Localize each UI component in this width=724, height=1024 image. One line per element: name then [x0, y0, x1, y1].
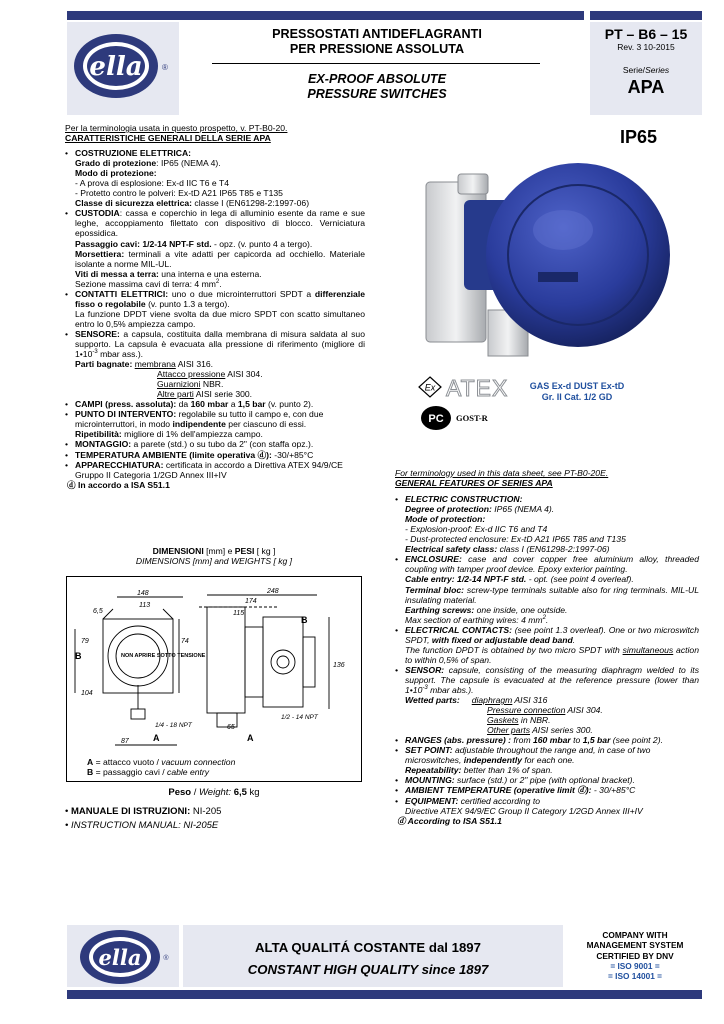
list-item: • RANGES (abs. pressure) : from 160 mbar to 1,5 bar (see point 2). — [395, 735, 663, 746]
header-divider — [212, 63, 540, 64]
quality-it: ALTA QUALITÁ COSTANTE dal 1897 — [255, 940, 481, 955]
intro-it: Per la terminologia usata in questo prospetto, v. PT-B0-20. — [65, 123, 288, 133]
section-title-it: CARATTERISTICHE GENERALI DELLA SERIE APA — [65, 133, 271, 144]
features-en — [395, 468, 699, 826]
certification-box: COMPANY WITH MANAGEMENT SYSTEM CERTIFIED BY DNV = ISO 9001 = = ISO 14001 = — [586, 930, 684, 982]
intro-en: For terminology used in this data sheet, see PT-B0-20E. — [395, 468, 609, 478]
dimension-drawing — [66, 576, 362, 782]
company-logo — [72, 30, 172, 102]
svg-text:A: A — [153, 733, 160, 743]
list-item: • CUSTODIA: cassa e coperchio in lega di alluminio esente da rame e sue leghe, accoppiamento filettato con dispositivo di blocco. Verniciatura epossidica. Passaggio cavi: 1/2-14 NPT-F std. - opz. (v. punto 4 a tergo). Morsettiera: terminali a vite adatti per capicorda ad occhiello. Materiale isolante a norme MIL-UL. Viti di messa a terra: una interna e una esterna. Sezione massima cavi di terra: 4 $mm^2$. — [65, 208, 365, 289]
gost-label: GOST-R — [456, 413, 488, 423]
svg-text:6,5: 6,5 — [93, 608, 103, 615]
svg-text:104: 104 — [81, 690, 93, 697]
svg-text:®: ® — [162, 63, 168, 72]
svg-text:PC: PC — [428, 413, 444, 425]
svg-text:113: 113 — [139, 602, 151, 609]
list-item: • CAMPI (press. assoluta): da 160 mbar a 1,5 bar (v. punto 2). — [65, 399, 314, 410]
quality-en: CONSTANT HIGH QUALITY since 1897 — [247, 962, 489, 977]
svg-text:148: 148 — [137, 590, 149, 597]
list-item: • AMBIENT TEMPERATURE (operative limit ⓓ): - 30/+85°C — [395, 785, 636, 796]
top-band — [67, 11, 584, 20]
title-en: EX-PROOF ABSOLUTE PRESSURE SWITCHES — [307, 72, 447, 102]
list-item: • MOUNTING: surface (std.) or 2" pipe (with optional bracket). — [395, 775, 635, 786]
svg-text:ella: ella — [89, 52, 143, 82]
manual-en: • INSTRUCTION MANUAL: NI-205E — [65, 820, 219, 831]
svg-text:174: 174 — [245, 598, 257, 605]
svg-text:248: 248 — [267, 588, 279, 595]
svg-text:74: 74 — [181, 638, 189, 645]
svg-text:B: B — [301, 615, 308, 625]
isa-note-en: ⓓ According to ISA S51.1 — [397, 815, 502, 826]
dimensions-title: DIMENSIONI [mm] e PESI [ kg ] DIMENSIONS [mm] and WEIGHTS [ kg ] — [135, 546, 293, 567]
series-label: Serie/Series — [622, 65, 670, 75]
svg-text:65: 65 — [227, 724, 235, 731]
footer-center-panel — [183, 925, 563, 987]
list-item: • ELECTRIC CONSTRUCTION: Degree of protection: IP65 (NEMA 4). Mode of protection: - Explosion-proof: Ex-d IIC T6 and T4 - Dust-protected enclosure: Ex-tD A21 IP65 T85 and T135 Electrical safety class: class I (EN61298-2:1997-06) — [395, 494, 626, 555]
svg-text:Ex: Ex — [424, 382, 436, 393]
features-it — [65, 123, 365, 490]
title-it: PRESSOSTATI ANTIDEFLAGRANTI PER PRESSIONE ASSOLUTA — [272, 27, 482, 57]
section-title-en: GENERAL FEATURES OF SERIES APA — [395, 478, 553, 489]
svg-text:A: A — [247, 733, 254, 743]
ip-rating: IP65 — [620, 127, 658, 147]
isa-note-it: ⓓ In accordo a ISA S51.1 — [67, 479, 170, 490]
svg-text:79: 79 — [81, 638, 89, 645]
list-item: • MONTAGGIO: a parete (std.) o su tubo da 2" (con staffa opz.). — [65, 439, 314, 450]
svg-text:1/2 - 14 NPT: 1/2 - 14 NPT — [281, 714, 318, 721]
list-item: • SENSOR: capsule, consisting of the measuring diaphragm welded to its support. The capsule is evacuated at the reference pressure (lower than $1•10^{-3}$ mbar abs.). Wetted parts: diaphragm AISI 316 Pressure connection AISI 304. Gaskets in NBR. Other parts AISI series 300. — [395, 664, 699, 736]
atex-logo: ATEX — [446, 375, 509, 401]
footer-company-logo — [76, 928, 172, 986]
list-item: • COSTRUZIONE ELETTRICA: Grado di protezione: IP65 (NEMA 4). Modo di protezione: - A prova di esplosione: Ex-d IIC T6 e T4 - Protetto contro le polveri: Ex-tD A21 IP65 T85 e T135 Classe di sicurezza elettrica: classe I (EN61298-2:1997-06) — [65, 148, 310, 209]
list-item: • PUNTO DI INTERVENTO: regolabile su tutto il campo e, con due microinterruttori, in modo indipendente per ciascuno di essi. Ripetibilità: migliore di 1% dell'ampiezza campo. — [65, 409, 324, 440]
list-item: • EQUIPMENT: certified according to Directive ATEX 94/9/EC Group II Category 1/2GD Annex III+IV — [395, 795, 643, 816]
series-name: APA — [627, 77, 665, 97]
svg-text:87: 87 — [121, 738, 129, 745]
atex-classification: GAS Ex-d DUST Ex-tD Gr. II Cat. 1/2 GD — [529, 381, 625, 402]
svg-text:136: 136 — [333, 662, 345, 669]
svg-text:®: ® — [163, 955, 169, 962]
revision: Rev. 3 10-2015 — [617, 42, 675, 52]
top-band-right — [590, 11, 702, 20]
svg-text:115: 115 — [233, 610, 245, 617]
list-item: • SENSORE: a capsula, costituita dalla membrana di misura saldata al suo supporto. La capsula è evacuata alla pressione di riferimento (migliore di $1•10^{-3}$ mbar ass.). Parti bagnate: membrana AISI 316. Attacco pressione AISI 304. Guarnizioni NBR. Altre parti AISI serie 300. — [65, 328, 365, 400]
svg-text:1/4 - 18 NPT: 1/4 - 18 NPT — [155, 722, 192, 729]
list-item: • SET POINT: adjustable throughout the range and, in case of two microswitches, independently for each one. Repeatability: better than 1% of span. — [395, 745, 651, 776]
list-item: • CONTATTI ELETTRICI: uno o due microinterruttori SPDT a differenziale fisso o regolabile (v. punto 1.3 a tergo). La funzione DPDT viene svolta da due micro SPDT con scatto simultaneo entro lo 0,5% ampiezza campo. — [65, 288, 365, 329]
ex-mark-icon — [418, 376, 442, 398]
dimension-drawing-svg — [67, 577, 361, 781]
svg-text:ella: ella — [98, 945, 142, 970]
list-item: • ELECTRICAL CONTACTS: (see point 1.3 overleaf). One or two microswitch SPDT, with fixed or adjustable dead band. The function DPDT is obtained by two micro SPDT with simultaneous action to within 0,5% of span. — [395, 624, 699, 665]
device-photo — [398, 160, 698, 370]
list-item: • ENCLOSURE: case and cover copper free aluminium alloy, threaded coupling with tamper proof device. Epoxy exterior painting. Cable entry: 1/2-14 NPT-F std. - opt. (see point 4 overleaf). Terminal bloc: screw-type terminals suitable also for ring terminals. MIL-UL insulating material. Earthing screws: one inside, one outside. Max section of earthing wires: 4 $mm^2$. — [395, 554, 699, 625]
svg-text:B: B — [75, 651, 82, 661]
manual-it: • MANUALE DI ISTRUZIONI: NI-205 — [65, 806, 222, 817]
bottom-band — [67, 990, 702, 999]
gost-mark-icon — [419, 405, 453, 431]
list-item: • APPARECCHIATURA: certificata in accordo a Direttiva ATEX 94/9/CE Gruppo II Categoria 1/2GD Annex III+IV — [65, 459, 343, 480]
list-item: • TEMPERATURA AMBIENTE (limite operativa ⓓ): -30/+85°C — [65, 449, 314, 460]
weight-line: Peso / Weight: 6,5 kg — [168, 787, 260, 798]
dimension-legend: A = attacco vuoto / vacuum connection B = passaggio cavi / cable entry — [87, 757, 236, 778]
svg-text:NON APRIRE SOTTO TENSIONE: NON APRIRE SOTTO TENSIONE — [121, 653, 206, 659]
doc-code: PT – B6 – 15 — [604, 26, 688, 42]
